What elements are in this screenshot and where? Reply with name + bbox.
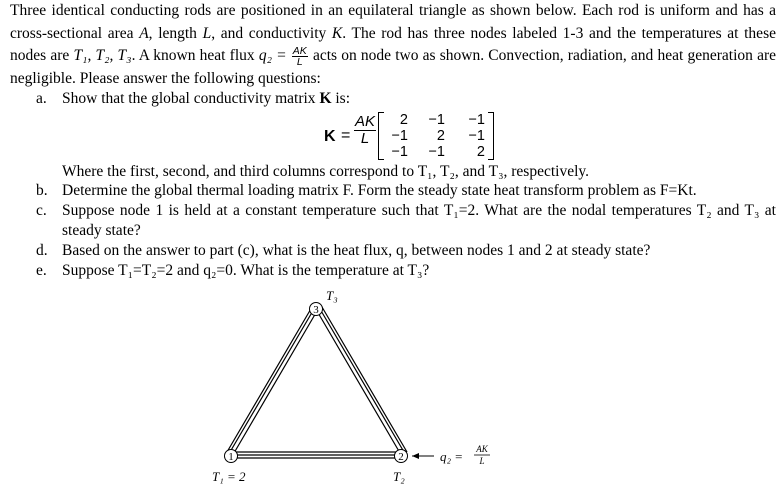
flux-label: q₂ = [440,449,464,464]
svg-text:3: 3 [313,304,319,316]
part-label: d. [36,242,48,259]
symbol-area: A [139,24,149,42]
node-3 [310,303,323,317]
symbol-temperatures: T₁, T₂, T₃ [73,47,132,64]
matrix-coefficient: $\frac{AK}{L}$ [355,113,376,147]
intro-text: , and conductivity [211,24,332,42]
part-text: Show that the global conductivity matrix K is: [62,90,351,107]
matrix-symbol: K [324,128,336,145]
part-text: Suppose T₁=T₂=2 and q₂=0. What is the temperature at T₃? [62,262,430,279]
intro-text: Three identical conducting rods are positioned in an equilateral triangle as shown below. Each rod is uniform and has a cross-sectional area [10,2,776,42]
intro-text: , length [148,24,203,42]
matrix-cell: −1 [428,144,445,160]
node-1 [225,450,238,464]
rod-left-inner [230,309,314,452]
node-2 [395,450,408,464]
matrix-cell: 2 [436,128,445,144]
flux-label-fraction [474,444,490,466]
label-T1: T₁ = 2 [212,469,246,484]
matrix-cell: −1 [391,144,408,160]
part-label: e. [36,262,47,279]
intro-text: acts on node two as shown. Convection, radiation, and heat generation are negligible. Please answer the following questions: [10,47,776,87]
matrix-cell: −1 [468,112,485,128]
part-label: b. [36,182,48,199]
intro-text: . A known heat flux [131,47,259,64]
svg-text:1: 1 [228,451,234,463]
matrix-equals: = [341,127,351,144]
matrix-cell: −1 [468,128,485,144]
intro-text: . The rod has three nodes labeled 1-3 and the temperatures at these nodes are [10,24,776,64]
rod-right-inner [320,309,404,452]
part-text: Determine the global thermal loading matrix F. Form the steady state heat transform problem as F=Kt. [62,182,697,199]
part-text: Based on the answer to part (c), what is the heat flux, q, between nodes 1 and 2 at steady state? [62,242,651,259]
part-label: a. [36,90,47,107]
symbol-flux: q₂ = [258,47,287,64]
label-T3: T₃ [326,288,338,303]
matrix-cell: 2 [476,144,485,160]
matrix-cell: −1 [428,112,445,128]
svg-text:2: 2 [398,451,404,463]
symbol-length: L [202,24,212,42]
matrix-cell: 2 [399,112,408,128]
label-T2: T₂ [393,469,405,484]
svg-text:L: L [479,456,485,466]
part-text: Suppose node 1 is held at a constant temperature such that T₁=2. What are the nodal temperatures T₂ and T₃ at steady state? [62,202,776,239]
svg-text:AK: AK [476,444,488,454]
part-label: c. [36,202,47,219]
flux-arrow [412,453,434,459]
symbol-conductivity: K [331,24,343,42]
flux-fraction: $\frac{AK}{L}$ [292,44,307,68]
matrix-cell: −1 [391,128,408,144]
